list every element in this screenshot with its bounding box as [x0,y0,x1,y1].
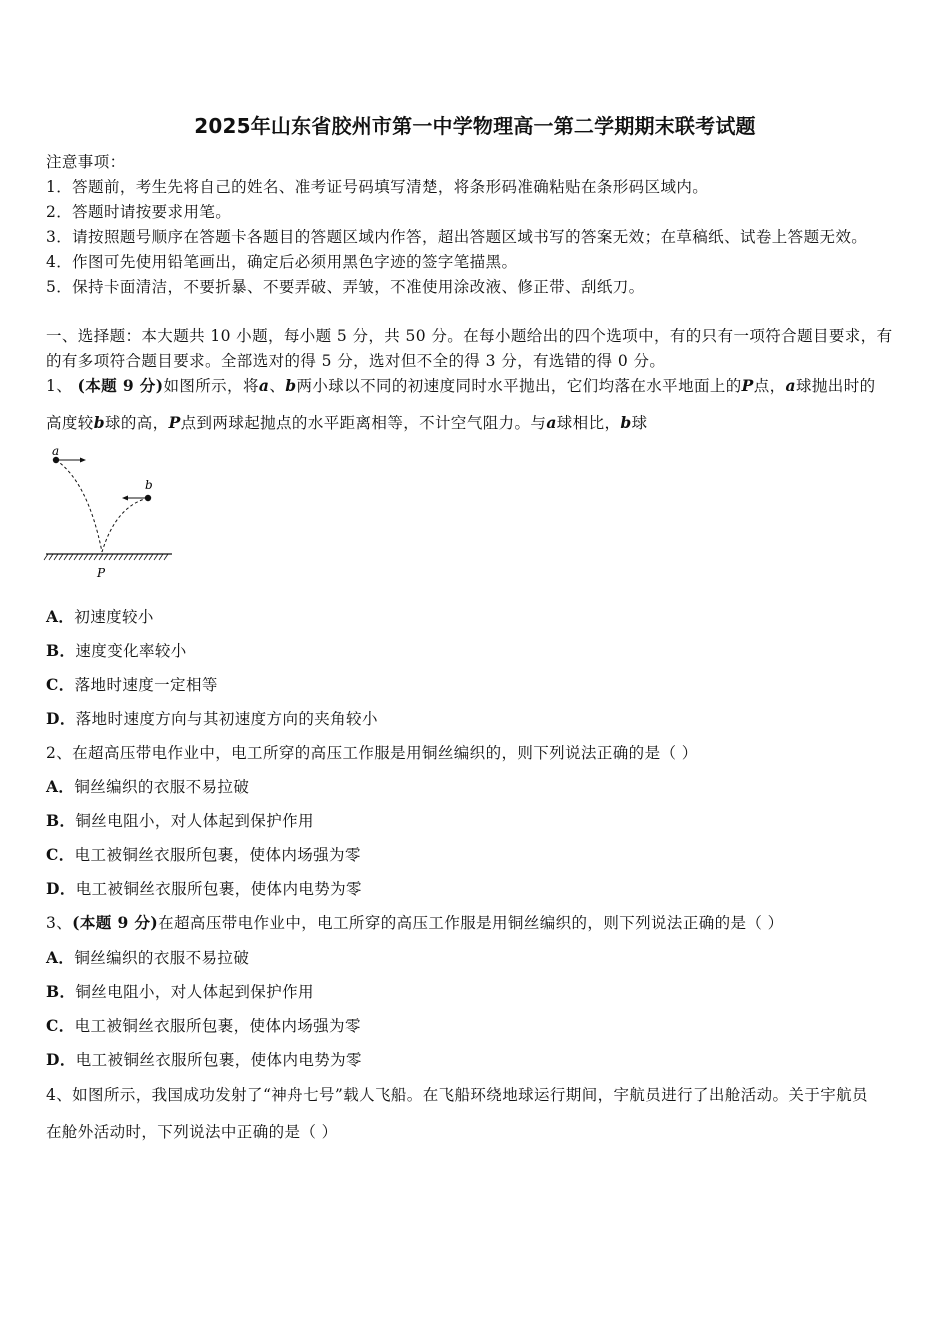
arrowhead-b [122,496,128,501]
notice-item: 3．请按照题号顺序在答题卡各题目的答题区域内作答，超出答题区域书写的答案无效；在草稿纸、试卷上答题无效。 [46,228,868,246]
question-score: (本题 9 分) [77,376,164,395]
question-3-option-c: C．电工被铜丝衣服所包裹，使体内场强为零 [46,1016,361,1035]
question-2-option-d: D．电工被铜丝衣服所包裹，使体内电势为零 [46,879,362,898]
ground-hatching [44,554,168,560]
label-b: b [145,478,153,492]
question-3-option-d: D．电工被铜丝衣服所包裹，使体内电势为零 [46,1050,362,1069]
question-1-option-d: D．落地时速度方向与其初速度方向的夹角较小 [46,709,378,728]
projectile-figure [40,442,180,587]
trajectory-a [56,460,102,552]
notice-item: 5．保持卡面清洁，不要折暴、不要弄破、弄皱，不准使用涂改液、修正带、刮纸刀。 [46,278,645,296]
question-3-stem: 3、(本题 9 分)在超高压带电作业中，电工所穿的高压工作服是用铜丝编织的，则下列说法正确的是（ ） [46,913,784,932]
question-4-stem-line1: 4、如图所示，我国成功发射了“神舟七号”载人飞船。在飞船环绕地球运行期间，宇航员进行了出舱活动。关于宇航员 [46,1086,868,1104]
question-2-stem: 2、在超高压带电作业中，电工所穿的高压工作服是用铜丝编织的，则下列说法正确的是（ ） [46,744,698,762]
question-number: 1、 [46,377,73,395]
question-1-option-c: C．落地时速度一定相等 [46,675,218,694]
question-3-option-b: B．铜丝电阻小，对人体起到保护作用 [46,982,314,1001]
notice-item: 4．作图可先使用铅笔画出，确定后必须用黑色字迹的签字笔描黑。 [46,253,518,271]
question-1-option-a: A．初速度较小 [46,607,154,626]
question-2-option-a: A．铜丝编织的衣服不易拉破 [46,777,250,796]
question-4-stem-line2: 在舱外活动时，下列说法中正确的是（ ） [46,1123,338,1141]
question-1-option-b: B．速度变化率较小 [46,641,187,660]
label-p: P [97,566,106,580]
question-1-stem-line2: 高度较b球的高，P点到两球起抛点的水平距离相等，不计空气阻力。与a球相比，b球 [46,413,648,432]
section-instructions-line2: 的有多项符合题目要求。全部选对的得 5 分，选对但不全的得 3 分，有选错的得 0 分。 [46,352,666,370]
trajectory-b [102,498,148,552]
question-2-option-c: C．电工被铜丝衣服所包裹，使体内场强为零 [46,845,361,864]
projectile-diagram [40,442,180,587]
notice-item: 1．答题前，考生先将自己的姓名、准考证号码填写清楚，将条形码准确粘贴在条形码区域内。 [46,178,709,196]
section-instructions-line1: 一、选择题：本大题共 10 小题，每小题 5 分，共 50 分。在每小题给出的四个选项中，有的只有一项符合题目要求，有 [46,327,893,345]
question-2-option-b: B．铜丝电阻小，对人体起到保护作用 [46,811,314,830]
arrowhead-a [80,458,86,463]
notice-item: 2．答题时请按要求用笔。 [46,203,232,221]
label-a: a [52,444,60,458]
question-1-stem-line1: 1、 (本题 9 分)如图所示，将a、b两小球以不同的初速度同时水平抛出，它们均落在水平地面上的P点，a球抛出时的 [46,376,876,395]
page-title: 2025年山东省胶州市第一中学物理高一第二学期期末联考试题 [194,114,756,138]
question-3-option-a: A．铜丝编织的衣服不易拉破 [46,948,250,967]
notice-heading: 注意事项： [46,153,126,171]
